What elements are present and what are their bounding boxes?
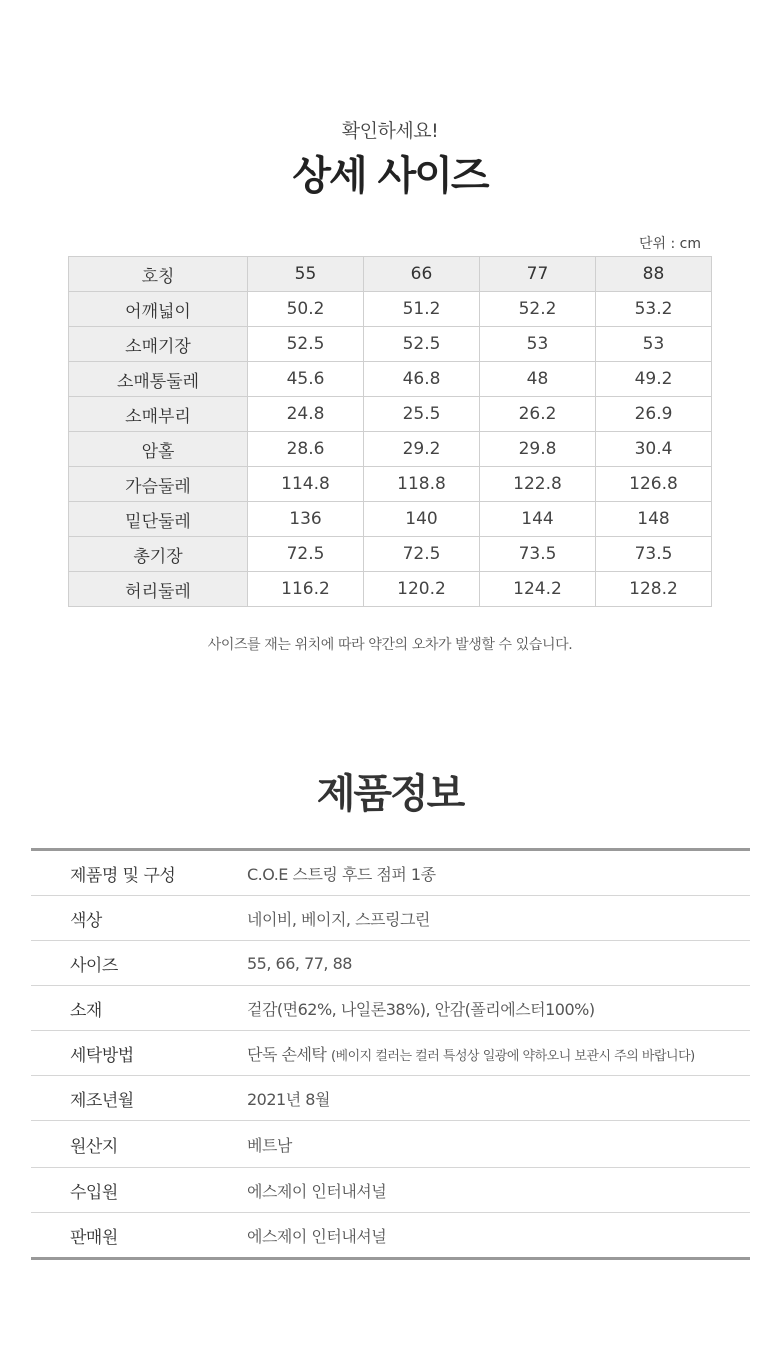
info-row bbox=[31, 851, 750, 896]
table-row bbox=[69, 502, 712, 537]
table-row bbox=[69, 537, 712, 572]
table-cell: 30.4 bbox=[596, 432, 712, 467]
size-title: 상세 사이즈 bbox=[292, 153, 488, 199]
table-row bbox=[69, 397, 712, 432]
row-label: 소매부리 bbox=[69, 397, 248, 432]
row-label: 총기장 bbox=[69, 537, 248, 572]
info-row bbox=[31, 1121, 750, 1168]
row-label: 가슴둘레 bbox=[69, 467, 248, 502]
table-cell: 148 bbox=[596, 502, 712, 537]
table-cell: 128.2 bbox=[596, 572, 712, 607]
table-cell: 48 bbox=[480, 362, 596, 397]
table-cell: 73.5 bbox=[480, 537, 596, 572]
table-cell: 53.2 bbox=[596, 292, 712, 327]
size-header-cell: 55 bbox=[248, 257, 364, 292]
info-key: 색상 bbox=[70, 910, 102, 931]
table-cell: 124.2 bbox=[480, 572, 596, 607]
info-key: 제품명 및 구성 bbox=[70, 865, 176, 886]
table-cell: 52.2 bbox=[480, 292, 596, 327]
info-row bbox=[31, 1213, 750, 1257]
table-cell: 114.8 bbox=[248, 467, 364, 502]
table-cell: 26.2 bbox=[480, 397, 596, 432]
info-value bbox=[247, 1042, 750, 1065]
row-label: 허리둘레 bbox=[69, 572, 248, 607]
table-cell: 52.5 bbox=[364, 327, 480, 362]
row-label: 암홀 bbox=[69, 432, 248, 467]
size-header-cell: 77 bbox=[480, 257, 596, 292]
washing-note: (베이지 컬러는 컬러 특성상 일광에 약하오니 보관시 주의 바랍니다) bbox=[330, 1048, 695, 1064]
info-value: 에스제이 인터내셔널 bbox=[247, 1181, 387, 1201]
table-row bbox=[69, 362, 712, 397]
info-value: 55, 66, 77, 88 bbox=[247, 953, 352, 973]
row-label: 밑단둘레 bbox=[69, 502, 248, 537]
table-row bbox=[69, 467, 712, 502]
header-label: 호칭 bbox=[69, 257, 248, 292]
table-cell: 126.8 bbox=[596, 467, 712, 502]
info-value: C.O.E 스트링 후드 점퍼 1종 bbox=[247, 864, 436, 884]
info-value: 네이비, 베이지, 스프링그린 bbox=[247, 909, 430, 929]
table-cell: 45.6 bbox=[248, 362, 364, 397]
row-label: 어깨넓이 bbox=[69, 292, 248, 327]
table-row bbox=[69, 327, 712, 362]
info-value: 베트남 bbox=[247, 1135, 292, 1155]
table-cell: 136 bbox=[248, 502, 364, 537]
info-key: 세탁방법 bbox=[70, 1045, 134, 1066]
table-cell: 122.8 bbox=[480, 467, 596, 502]
info-key: 사이즈 bbox=[70, 955, 118, 976]
table-cell: 51.2 bbox=[364, 292, 480, 327]
info-key: 판매원 bbox=[70, 1227, 118, 1248]
info-row bbox=[31, 1168, 750, 1213]
table-cell: 53 bbox=[480, 327, 596, 362]
info-row bbox=[31, 941, 750, 986]
product-info-table bbox=[31, 848, 750, 1260]
table-cell: 25.5 bbox=[364, 397, 480, 432]
table-cell: 24.8 bbox=[248, 397, 364, 432]
size-table bbox=[68, 256, 712, 607]
table-cell: 144 bbox=[480, 502, 596, 537]
table-cell: 28.6 bbox=[248, 432, 364, 467]
info-value: 겉감(면62%, 나일론38%), 안감(폴리에스터100%) bbox=[247, 999, 595, 1019]
info-key: 제조년월 bbox=[70, 1090, 134, 1111]
info-value: 에스제이 인터내셔널 bbox=[247, 1226, 387, 1246]
info-row bbox=[31, 1076, 750, 1121]
size-header-cell: 88 bbox=[596, 257, 712, 292]
table-cell: 72.5 bbox=[248, 537, 364, 572]
info-value: 2021년 8월 bbox=[247, 1089, 330, 1109]
size-table-header bbox=[69, 257, 712, 292]
size-note: 사이즈를 재는 위치에 따라 약간의 오차가 발생할 수 있습니다. bbox=[207, 637, 573, 653]
info-row bbox=[31, 1031, 750, 1076]
size-subtitle: 확인하세요! bbox=[341, 120, 439, 142]
table-cell: 46.8 bbox=[364, 362, 480, 397]
row-label: 소매기장 bbox=[69, 327, 248, 362]
info-key: 수입원 bbox=[70, 1182, 118, 1203]
info-key: 원산지 bbox=[70, 1136, 118, 1157]
table-cell: 140 bbox=[364, 502, 480, 537]
info-key: 소재 bbox=[70, 1000, 102, 1021]
table-cell: 72.5 bbox=[364, 537, 480, 572]
table-cell: 29.2 bbox=[364, 432, 480, 467]
table-cell: 29.8 bbox=[480, 432, 596, 467]
unit-label: 단위 : cm bbox=[638, 236, 701, 252]
table-cell: 53 bbox=[596, 327, 712, 362]
table-row bbox=[69, 572, 712, 607]
washing-method: 단독 손세탁 bbox=[247, 1044, 327, 1064]
table-row bbox=[69, 292, 712, 327]
table-cell: 120.2 bbox=[364, 572, 480, 607]
table-cell: 118.8 bbox=[364, 467, 480, 502]
table-cell: 52.5 bbox=[248, 327, 364, 362]
table-cell: 73.5 bbox=[596, 537, 712, 572]
table-row bbox=[69, 432, 712, 467]
size-header-cell: 66 bbox=[364, 257, 480, 292]
table-cell: 50.2 bbox=[248, 292, 364, 327]
info-row bbox=[31, 986, 750, 1031]
table-cell: 116.2 bbox=[248, 572, 364, 607]
row-label: 소매통둘레 bbox=[69, 362, 248, 397]
table-cell: 49.2 bbox=[596, 362, 712, 397]
product-info-title: 제품정보 bbox=[316, 771, 464, 817]
info-row bbox=[31, 896, 750, 941]
table-cell: 26.9 bbox=[596, 397, 712, 432]
